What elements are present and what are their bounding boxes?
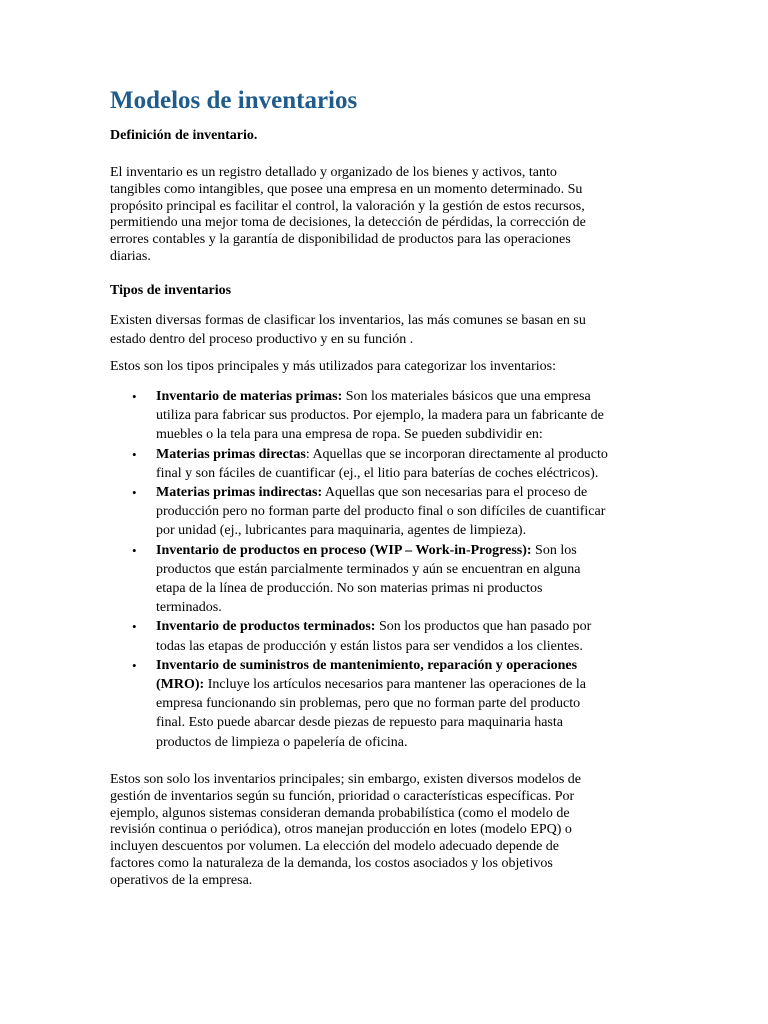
definition-line: tangibles como intangibles, que posee una empresa en un momento determinado. Su bbox=[110, 181, 583, 197]
list-item bbox=[110, 445, 670, 483]
list-item bbox=[110, 387, 670, 445]
closing-line: ejemplo, algunos sistemas consideran demanda probabilística (como el modelo de bbox=[110, 805, 570, 821]
bullet-icon: • bbox=[132, 657, 137, 673]
types-heading: Tipos de inventarios bbox=[110, 283, 232, 298]
definition-line: diarias. bbox=[110, 248, 151, 264]
list-item-term: Inventario de materias primas: bbox=[156, 389, 343, 404]
closing-line: incluyen descuentos por volumen. La elección del modelo adecuado depende de bbox=[110, 839, 559, 855]
bullet-icon: • bbox=[132, 542, 137, 558]
list-item bbox=[110, 656, 670, 752]
list-item-term: (MRO): bbox=[156, 677, 205, 693]
list-item-text: final. Esto puede abarcar desde piezas de repuesto para maquinaria hasta bbox=[156, 715, 563, 731]
document-title: Modelos de inventarios bbox=[110, 87, 358, 114]
list-item-text: terminados. bbox=[156, 600, 222, 616]
list-item-term: Materias primas directas bbox=[156, 446, 306, 462]
list-item-text: final y son fáciles de cuantificar (ej., el litio para baterías de coches eléctricos). bbox=[156, 465, 599, 481]
list-item-text: Aquellas que son necesarias para el proceso de bbox=[322, 485, 588, 501]
list-item-text: muebles o la tela para una empresa de ropa. Se pueden subdividir en: bbox=[156, 427, 543, 443]
definition-paragraph bbox=[110, 165, 670, 266]
list-item-text: productos que están parcialmente terminados y aún se encuentran en alguna bbox=[156, 561, 581, 577]
list-item-term: Inventario de suministros de mantenimiento, reparación y operaciones bbox=[156, 657, 578, 673]
closing-line: revisión continua o periódica), otros manejan producción en lotes (modelo EPQ) o bbox=[110, 822, 572, 838]
list-item-text: Son los materiales básicos que una empresa bbox=[342, 389, 591, 404]
closing-line: operativos de la empresa. bbox=[110, 872, 253, 888]
list-item bbox=[110, 483, 670, 541]
list-item-term: Inventario de productos en proceso (WIP – Work-in-Progress): bbox=[156, 542, 532, 558]
list-item-text: todas las etapas de producción y están listos para ser vendidos a los clientes. bbox=[156, 638, 583, 654]
list-item-text: por unidad (ej., lubricantes para maquinaria, agentes de limpieza). bbox=[156, 523, 527, 539]
list-item-term: Inventario de productos terminados: bbox=[156, 619, 376, 635]
types-lead-paragraph bbox=[110, 357, 670, 376]
list-item-text: Son los productos que han pasado por bbox=[375, 619, 592, 635]
list-item-text: Incluye los artículos necesarios para mantener las operaciones de la bbox=[204, 677, 586, 693]
types-intro-paragraph bbox=[110, 311, 670, 349]
list-item bbox=[110, 617, 670, 655]
closing-paragraph bbox=[110, 772, 670, 890]
types-intro-line: Existen diversas formas de clasificar los inventarios, las más comunes se basan en su bbox=[110, 313, 586, 328]
closing-line: factores como la naturaleza de la demanda, los costos asociados y los objetivos bbox=[110, 855, 553, 871]
definition-line: El inventario es un registro detallado y organizado de los bienes y activos, tanto bbox=[110, 165, 557, 180]
list-item-text: empresa funcionando sin problemas, pero que no forman parte del producto bbox=[156, 696, 581, 712]
definition-line: propósito principal es facilitar el control, la valoración y la gestión de estos recursos, bbox=[110, 198, 585, 214]
closing-line: gestión de inventarios según su función, prioridad o características específicas. Por bbox=[110, 788, 575, 804]
list-item-text: utiliza para fabricar sus productos. Por ejemplo, la madera para un fabricante de bbox=[156, 408, 604, 424]
list-item-term: Materias primas indirectas: bbox=[156, 485, 323, 501]
inventory-types-list bbox=[110, 387, 670, 752]
types-lead-line: Estos son los tipos principales y más utilizados para categorizar los inventarios: bbox=[110, 359, 556, 374]
bullet-icon: • bbox=[132, 389, 137, 404]
definition-line: errores contables y la garantía de disponibilidad de productos para las operaciones bbox=[110, 232, 571, 248]
bullet-icon: • bbox=[132, 446, 137, 462]
closing-line: Estos son solo los inventarios principales; sin embargo, existen diversos modelos de bbox=[110, 772, 582, 787]
bullet-icon: • bbox=[132, 619, 137, 635]
definition-line: permitiendo una mejor toma de decisiones, la detección de pérdidas, la corrección de bbox=[110, 215, 586, 231]
list-item-text: productos de limpieza o papelería de oficina. bbox=[156, 734, 408, 750]
list-item-text: producción pero no forman parte del producto final o son difíciles de cuantificar bbox=[156, 504, 606, 520]
types-intro-line: estado dentro del proceso productivo y en su función . bbox=[110, 332, 414, 347]
list-item-text: : Aquellas que se incorporan directamente al producto bbox=[305, 446, 608, 462]
definition-heading: Definición de inventario. bbox=[110, 128, 258, 143]
bullet-icon: • bbox=[132, 485, 137, 501]
list-item-text: etapa de la línea de producción. No son materias primas ni productos bbox=[156, 581, 543, 597]
list-item-text: Son los bbox=[531, 542, 577, 558]
list-item bbox=[110, 541, 670, 618]
